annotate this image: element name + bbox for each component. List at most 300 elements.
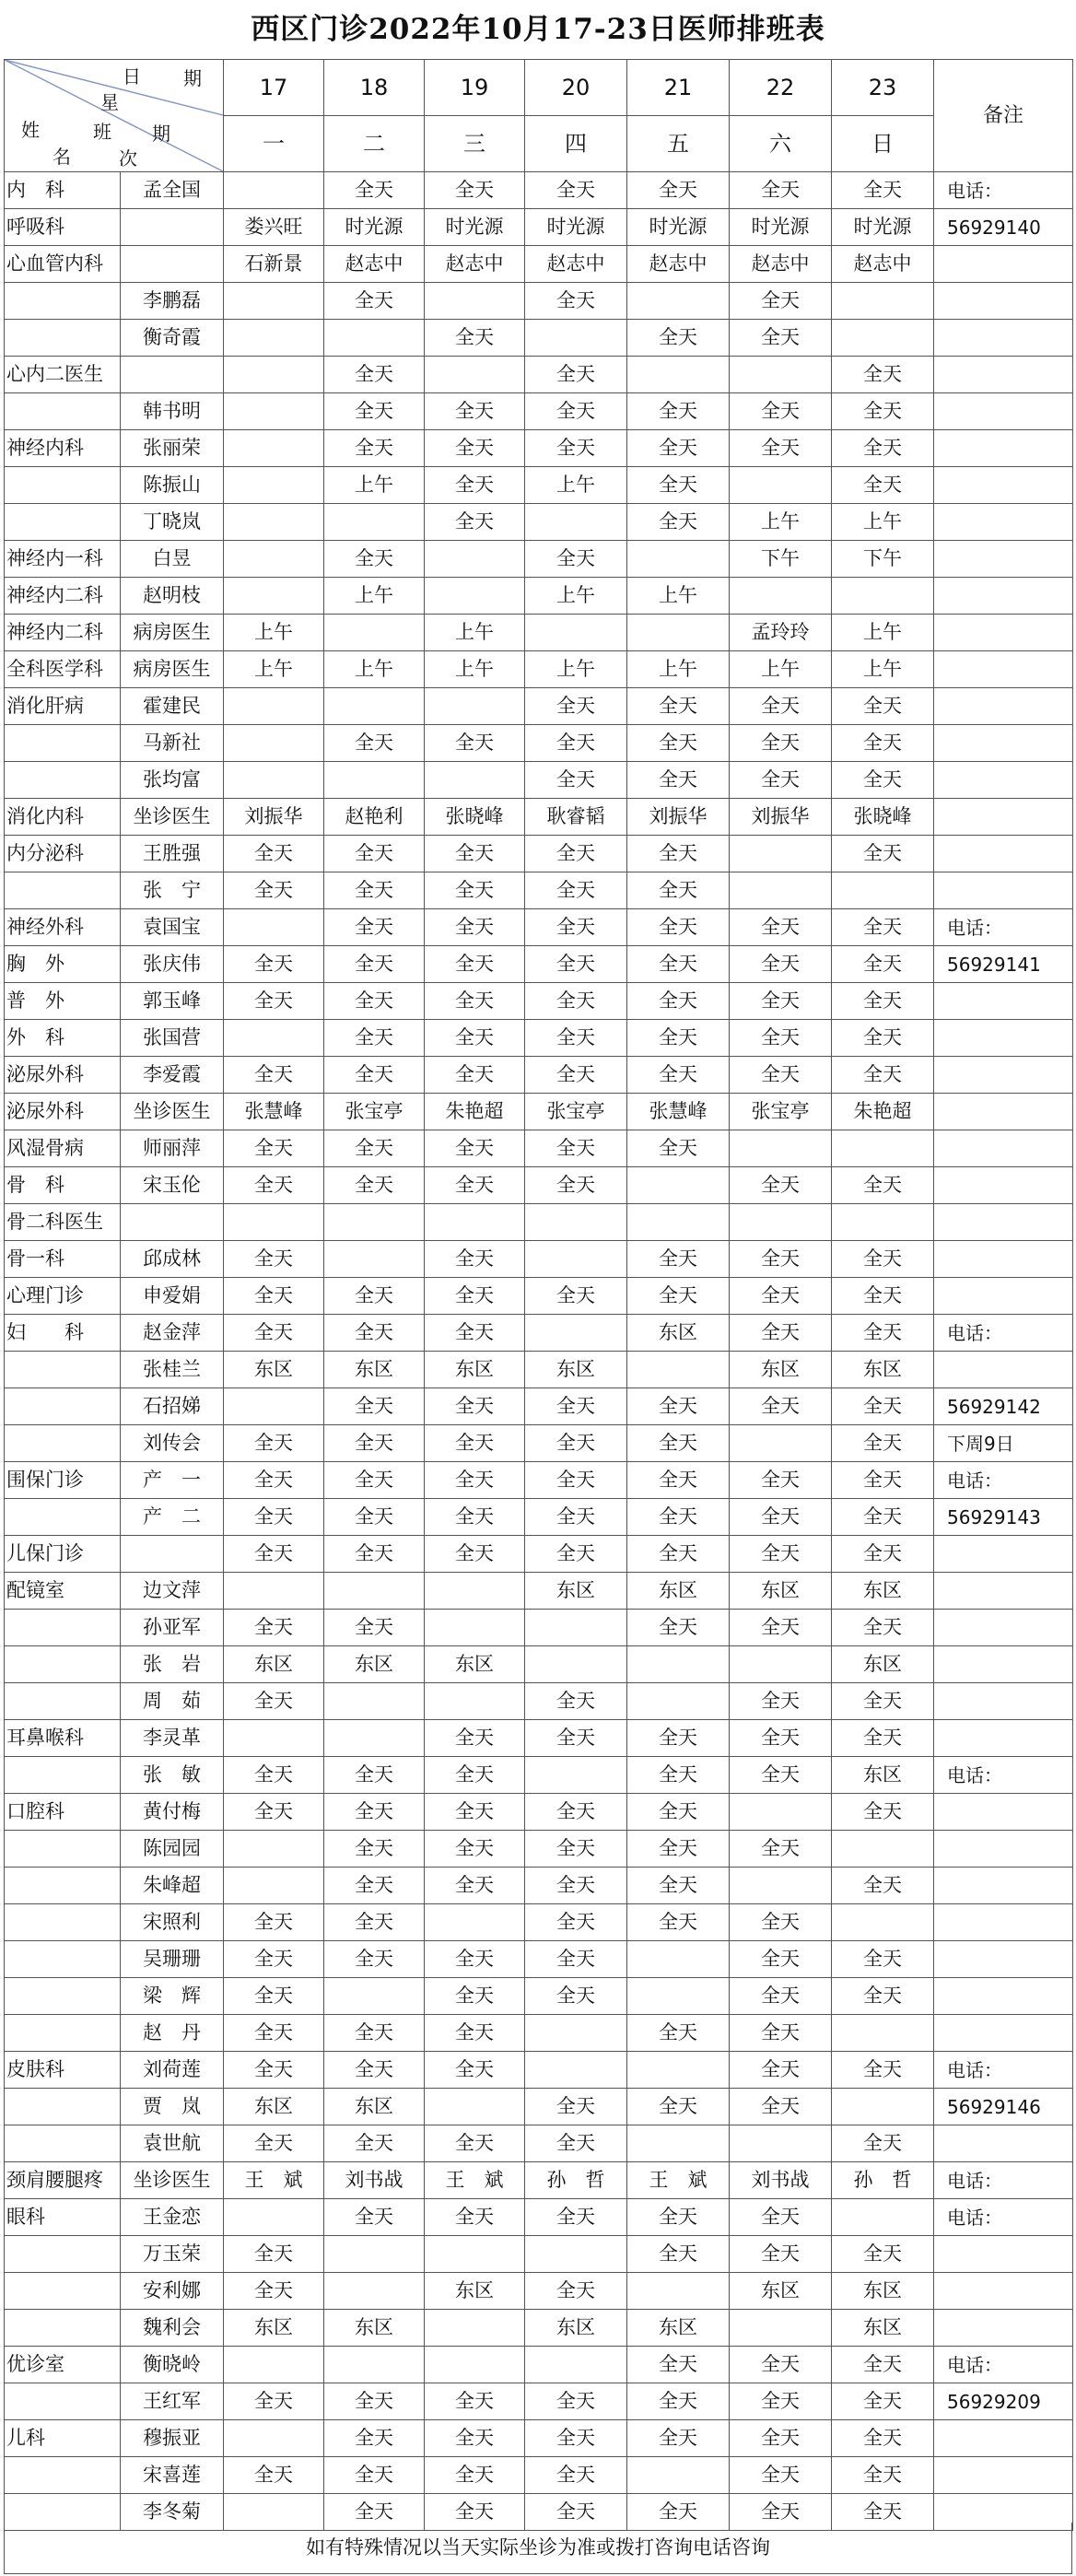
shift-cell: 全天 — [324, 2052, 425, 2089]
shift-cell: 上午 — [627, 651, 730, 688]
shift-cell: 全天 — [832, 909, 934, 946]
doctor-cell: 申爱娟 — [121, 1278, 224, 1315]
notes-cell — [934, 799, 1073, 836]
shift-cell: 全天 — [730, 1831, 832, 1868]
shift-cell: 东区 — [224, 2310, 324, 2347]
doctor-cell: 周 茹 — [121, 1683, 224, 1720]
shift-cell: 王 斌 — [627, 2162, 730, 2199]
table-row — [5, 983, 1073, 1020]
shift-cell — [525, 1241, 627, 1278]
notes-cell: 电话： — [934, 172, 1073, 209]
department-cell: 神经内科 — [5, 430, 121, 467]
shift-cell: 全天 — [324, 1057, 425, 1094]
notes-cell — [934, 541, 1073, 578]
shift-cell: 全天 — [832, 1536, 934, 1573]
shift-cell: 全天 — [832, 1794, 934, 1831]
table-row — [5, 1536, 1073, 1573]
table-row — [5, 1941, 1073, 1978]
shift-cell: 全天 — [627, 1130, 730, 1167]
table-row — [5, 2162, 1073, 2199]
shift-cell: 全天 — [324, 1904, 425, 1941]
department-cell — [5, 2089, 121, 2125]
shift-cell: 全天 — [525, 2494, 627, 2531]
shift-cell — [425, 1610, 525, 1646]
shift-cell: 全天 — [425, 1130, 525, 1167]
shift-cell: 全天 — [425, 2457, 525, 2494]
notes-cell — [934, 1904, 1073, 1941]
weekday-header: 二 — [324, 116, 425, 172]
shift-cell: 全天 — [525, 283, 627, 320]
table-row — [5, 1130, 1073, 1167]
shift-cell: 全天 — [224, 2015, 324, 2052]
shift-cell: 上午 — [224, 651, 324, 688]
shift-cell — [627, 1352, 730, 1388]
shift-cell: 全天 — [324, 1831, 425, 1868]
doctor-cell: 张 敏 — [121, 1757, 224, 1794]
shift-cell — [730, 2125, 832, 2162]
shift-cell — [224, 1020, 324, 1057]
doctor-cell: 霍建民 — [121, 688, 224, 725]
shift-cell: 全天 — [425, 1499, 525, 1536]
weekday-header: 四 — [525, 116, 627, 172]
shift-cell: 全天 — [525, 1278, 627, 1315]
shift-cell: 张晓峰 — [425, 799, 525, 836]
department-cell — [5, 1831, 121, 1868]
shift-cell — [324, 762, 425, 799]
table-row — [5, 1462, 1073, 1499]
notes-cell — [934, 320, 1073, 357]
notes-cell: 56929146 — [934, 2089, 1073, 2125]
shift-cell: 刘振华 — [730, 799, 832, 836]
shift-cell: 全天 — [627, 1720, 730, 1757]
shift-cell: 东区 — [730, 1573, 832, 1610]
shift-cell: 全天 — [525, 1941, 627, 1978]
notes-cell — [934, 983, 1073, 1020]
shift-cell: 全天 — [627, 762, 730, 799]
notes-cell — [934, 357, 1073, 393]
shift-cell: 全天 — [425, 1167, 525, 1204]
shift-cell: 全天 — [324, 836, 425, 872]
doctor-cell: 赵明枝 — [121, 578, 224, 615]
shift-cell — [525, 1315, 627, 1352]
shift-cell — [730, 1425, 832, 1462]
shift-cell: 上午 — [832, 651, 934, 688]
doctor-cell: 边文萍 — [121, 1573, 224, 1610]
department-cell — [5, 1978, 121, 2015]
shift-cell: 全天 — [324, 1499, 425, 1536]
notes-cell — [934, 1978, 1073, 2015]
shift-cell: 全天 — [425, 2125, 525, 2162]
shift-cell: 全天 — [224, 2457, 324, 2494]
shift-cell: 全天 — [324, 2457, 425, 2494]
shift-cell: 全天 — [730, 2015, 832, 2052]
shift-cell: 全天 — [525, 1794, 627, 1831]
shift-cell: 全天 — [730, 1388, 832, 1425]
department-cell — [5, 393, 121, 430]
date-header: 20 — [525, 60, 627, 116]
shift-cell: 全天 — [627, 504, 730, 541]
table-row — [5, 1978, 1073, 2015]
doctor-cell: 病房医生 — [121, 615, 224, 651]
shift-cell: 全天 — [832, 1610, 934, 1646]
shift-cell: 东区 — [627, 1315, 730, 1352]
shift-cell — [832, 1831, 934, 1868]
shift-cell — [627, 283, 730, 320]
shift-cell — [525, 615, 627, 651]
shift-cell: 全天 — [425, 504, 525, 541]
weekday-header: 日 — [832, 116, 934, 172]
doctor-cell: 丁晓岚 — [121, 504, 224, 541]
notes-cell — [934, 430, 1073, 467]
shift-cell: 全天 — [832, 836, 934, 872]
notes-cell: 下周9日 — [934, 1425, 1073, 1462]
table-row — [5, 1388, 1073, 1425]
department-cell — [5, 725, 121, 762]
shift-cell: 全天 — [832, 1057, 934, 1094]
shift-cell: 赵志中 — [425, 246, 525, 283]
shift-cell — [730, 2310, 832, 2347]
shift-cell: 全天 — [324, 1868, 425, 1904]
shift-cell: 全天 — [730, 1499, 832, 1536]
shift-cell: 全天 — [627, 1831, 730, 1868]
shift-cell: 全天 — [224, 1425, 324, 1462]
department-cell — [5, 2383, 121, 2420]
shift-cell: 上午 — [627, 578, 730, 615]
shift-cell: 张晓峰 — [832, 799, 934, 836]
notes-cell — [934, 1683, 1073, 1720]
department-cell: 骨二科医生 — [5, 1204, 121, 1241]
table-row — [5, 1499, 1073, 1536]
doctor-cell: 安利娜 — [121, 2273, 224, 2310]
table-row — [5, 1167, 1073, 1204]
shift-cell: 全天 — [832, 2125, 934, 2162]
shift-cell: 东区 — [525, 1573, 627, 1610]
department-cell: 骨 科 — [5, 1167, 121, 1204]
shift-cell: 全天 — [832, 725, 934, 762]
shift-cell: 全天 — [730, 1978, 832, 2015]
table-row — [5, 2015, 1073, 2052]
shift-cell: 赵志中 — [627, 246, 730, 283]
shift-cell: 全天 — [832, 2347, 934, 2383]
shift-cell: 全天 — [425, 1831, 525, 1868]
shift-cell: 全天 — [832, 762, 934, 799]
shift-cell: 东区 — [832, 1646, 934, 1683]
shift-cell: 全天 — [224, 2383, 324, 2420]
shift-cell: 全天 — [525, 2383, 627, 2420]
shift-cell: 全天 — [627, 909, 730, 946]
shift-cell — [324, 2347, 425, 2383]
table-row — [5, 1425, 1073, 1462]
shift-cell: 全天 — [730, 2383, 832, 2420]
doctor-cell: 刘传会 — [121, 1425, 224, 1462]
shift-cell: 全天 — [425, 1868, 525, 1904]
shift-cell: 全天 — [324, 1315, 425, 1352]
shift-cell: 全天 — [525, 1462, 627, 1499]
shift-cell: 上午 — [525, 578, 627, 615]
shift-cell: 全天 — [730, 2347, 832, 2383]
shift-cell: 全天 — [730, 2457, 832, 2494]
shift-cell: 全天 — [224, 1978, 324, 2015]
shift-cell — [324, 688, 425, 725]
department-cell: 颈肩腰腿疼 — [5, 2162, 121, 2199]
shift-cell: 全天 — [324, 430, 425, 467]
shift-cell — [525, 504, 627, 541]
doctor-cell — [121, 209, 224, 246]
doctor-cell: 张均富 — [121, 762, 224, 799]
department-cell — [5, 2457, 121, 2494]
table-row — [5, 2199, 1073, 2236]
doctor-cell: 穆振亚 — [121, 2420, 224, 2457]
shift-cell — [627, 1978, 730, 2015]
doctor-cell: 王胜强 — [121, 836, 224, 872]
shift-cell: 全天 — [525, 1868, 627, 1904]
shift-cell: 全天 — [832, 2457, 934, 2494]
doctor-cell: 衡奇霞 — [121, 320, 224, 357]
notes-cell — [934, 1573, 1073, 1610]
notes-cell: 电话： — [934, 1315, 1073, 1352]
doctor-cell: 石招娣 — [121, 1388, 224, 1425]
corner-label: 姓 — [21, 119, 40, 141]
notes-cell — [934, 1831, 1073, 1868]
department-cell — [5, 504, 121, 541]
doctor-cell: 孟全国 — [121, 172, 224, 209]
department-cell: 普 外 — [5, 983, 121, 1020]
weekday-header: 三 — [425, 116, 525, 172]
shift-cell: 张慧峰 — [627, 1094, 730, 1130]
shift-cell — [627, 2125, 730, 2162]
notes-cell — [934, 872, 1073, 909]
shift-cell: 全天 — [324, 872, 425, 909]
shift-cell: 全天 — [425, 2494, 525, 2531]
shift-cell: 全天 — [730, 1167, 832, 1204]
shift-cell: 全天 — [730, 2420, 832, 2457]
shift-cell: 全天 — [730, 2199, 832, 2236]
shift-cell: 全天 — [627, 2236, 730, 2273]
shift-cell — [425, 283, 525, 320]
shift-cell: 全天 — [324, 1167, 425, 1204]
table-row — [5, 1241, 1073, 1278]
shift-cell: 全天 — [627, 1425, 730, 1462]
shift-cell: 全天 — [832, 1425, 934, 1462]
department-cell: 妇 科 — [5, 1315, 121, 1352]
table-row — [5, 725, 1073, 762]
shift-cell: 全天 — [425, 430, 525, 467]
shift-cell: 全天 — [627, 1057, 730, 1094]
shift-cell: 全天 — [425, 1057, 525, 1094]
shift-cell: 全天 — [525, 2125, 627, 2162]
corner-header-cell — [5, 60, 224, 172]
shift-cell: 全天 — [224, 1536, 324, 1573]
shift-cell: 全天 — [730, 1241, 832, 1278]
table-row — [5, 615, 1073, 651]
shift-cell: 东区 — [224, 2089, 324, 2125]
shift-cell — [627, 2273, 730, 2310]
shift-cell: 全天 — [627, 320, 730, 357]
shift-cell: 全天 — [832, 430, 934, 467]
page-title: 西区门诊2022年10月17-23日医师排班表 — [251, 13, 825, 46]
shift-cell: 全天 — [525, 1536, 627, 1573]
corner-label: 期 — [183, 67, 202, 89]
shift-cell: 全天 — [627, 1757, 730, 1794]
shift-cell: 全天 — [324, 541, 425, 578]
table-row — [5, 909, 1073, 946]
shift-cell: 刘振华 — [627, 799, 730, 836]
shift-cell: 全天 — [832, 1720, 934, 1757]
shift-cell: 全天 — [425, 2199, 525, 2236]
table-row — [5, 2273, 1073, 2310]
notes-cell — [934, 1941, 1073, 1978]
shift-cell: 全天 — [224, 2236, 324, 2273]
shift-cell: 全天 — [627, 467, 730, 504]
shift-cell: 全天 — [224, 872, 324, 909]
shift-cell: 东区 — [832, 2310, 934, 2347]
shift-cell — [832, 2015, 934, 2052]
table-row — [5, 1683, 1073, 1720]
department-cell — [5, 1904, 121, 1941]
notes-cell — [934, 1204, 1073, 1241]
notes-cell — [934, 651, 1073, 688]
table-row — [5, 1757, 1073, 1794]
shift-cell: 全天 — [627, 1020, 730, 1057]
doctor-cell: 魏利会 — [121, 2310, 224, 2347]
shift-cell: 全天 — [425, 725, 525, 762]
table-row — [5, 283, 1073, 320]
shift-cell: 全天 — [730, 2494, 832, 2531]
shift-cell: 全天 — [425, 1425, 525, 1462]
shift-cell: 全天 — [224, 836, 324, 872]
shift-cell: 全天 — [525, 688, 627, 725]
table-row — [5, 172, 1073, 209]
shift-cell: 刘振华 — [224, 799, 324, 836]
shift-cell — [425, 2089, 525, 2125]
department-cell — [5, 1610, 121, 1646]
department-cell: 儿科 — [5, 2420, 121, 2457]
shift-cell: 张慧峰 — [224, 1094, 324, 1130]
notes-cell — [934, 1020, 1073, 1057]
shift-cell: 全天 — [832, 1941, 934, 1978]
shift-cell — [525, 1757, 627, 1794]
shift-cell: 全天 — [730, 2236, 832, 2273]
notes-cell — [934, 1794, 1073, 1831]
notes-cell — [934, 578, 1073, 615]
table-row — [5, 1352, 1073, 1388]
weekday-header: 五 — [627, 116, 730, 172]
doctor-cell: 袁国宝 — [121, 909, 224, 946]
shift-cell: 全天 — [425, 1536, 525, 1573]
shift-cell: 时光源 — [324, 209, 425, 246]
shift-cell: 全天 — [832, 172, 934, 209]
shift-cell: 全天 — [425, 1941, 525, 1978]
shift-cell: 全天 — [425, 983, 525, 1020]
shift-cell: 全天 — [425, 1278, 525, 1315]
header-date-row — [5, 60, 1073, 116]
table-row — [5, 2310, 1073, 2347]
shift-cell: 孟玲玲 — [730, 615, 832, 651]
notes-cell — [934, 725, 1073, 762]
shift-cell — [832, 1204, 934, 1241]
notes-cell — [934, 1130, 1073, 1167]
shift-cell — [224, 1831, 324, 1868]
shift-cell: 全天 — [832, 2052, 934, 2089]
shift-cell: 全天 — [425, 1978, 525, 2015]
doctor-cell: 张庆伟 — [121, 946, 224, 983]
corner-label: 日 — [123, 65, 141, 88]
shift-cell — [832, 1904, 934, 1941]
shift-cell: 全天 — [425, 1757, 525, 1794]
shift-cell: 东区 — [627, 1573, 730, 1610]
table-row — [5, 946, 1073, 983]
shift-cell: 全天 — [425, 2052, 525, 2089]
corner-label: 班 — [93, 121, 111, 143]
notes-cell — [934, 762, 1073, 799]
shift-cell: 全天 — [525, 1720, 627, 1757]
corner-label: 星 — [100, 91, 119, 113]
department-cell: 心内二医生 — [5, 357, 121, 393]
shift-cell: 东区 — [425, 2273, 525, 2310]
shift-cell: 全天 — [525, 1167, 627, 1204]
shift-cell — [425, 2347, 525, 2383]
weekday-header: 一 — [224, 116, 324, 172]
shift-cell: 全天 — [525, 1020, 627, 1057]
shift-cell: 全天 — [832, 393, 934, 430]
shift-cell: 时光源 — [525, 209, 627, 246]
shift-cell — [224, 430, 324, 467]
shift-cell: 全天 — [425, 1315, 525, 1352]
department-cell: 神经内二科 — [5, 615, 121, 651]
shift-cell: 全天 — [832, 688, 934, 725]
shift-cell: 张宝亭 — [730, 1094, 832, 1130]
shift-cell: 全天 — [730, 1278, 832, 1315]
shift-cell: 赵志中 — [324, 246, 425, 283]
doctor-cell: 贾 岚 — [121, 2089, 224, 2125]
shift-cell — [832, 283, 934, 320]
table-row — [5, 1868, 1073, 1904]
shift-cell — [627, 1683, 730, 1720]
shift-cell: 全天 — [832, 946, 934, 983]
shift-cell: 全天 — [224, 1462, 324, 1499]
notes-cell — [934, 1352, 1073, 1388]
department-cell: 内分泌科 — [5, 836, 121, 872]
department-cell — [5, 467, 121, 504]
shift-cell: 时光源 — [627, 209, 730, 246]
notes-cell: 56929141 — [934, 946, 1073, 983]
date-header: 17 — [224, 60, 324, 116]
shift-cell: 全天 — [832, 1278, 934, 1315]
shift-cell: 张宝亭 — [525, 1094, 627, 1130]
shift-cell: 全天 — [730, 725, 832, 762]
shift-cell: 全天 — [324, 983, 425, 1020]
shift-cell — [224, 541, 324, 578]
notes-cell: 电话： — [934, 1757, 1073, 1794]
notes-cell — [934, 283, 1073, 320]
corner-label: 期 — [152, 123, 170, 145]
shift-cell: 全天 — [324, 1794, 425, 1831]
shift-cell: 东区 — [324, 2310, 425, 2347]
shift-cell — [224, 467, 324, 504]
notes-cell — [934, 688, 1073, 725]
shift-cell — [425, 1904, 525, 1941]
shift-cell: 全天 — [425, 2015, 525, 2052]
shift-cell: 全天 — [525, 172, 627, 209]
notes-cell: 56929143 — [934, 1499, 1073, 1536]
shift-cell — [224, 1573, 324, 1610]
shift-cell: 全天 — [832, 1978, 934, 2015]
shift-cell: 全天 — [627, 1610, 730, 1646]
department-cell: 泌尿外科 — [5, 1094, 121, 1130]
doctor-cell: 朱峰超 — [121, 1868, 224, 1904]
shift-cell: 全天 — [224, 1904, 324, 1941]
shift-cell: 东区 — [425, 1352, 525, 1388]
